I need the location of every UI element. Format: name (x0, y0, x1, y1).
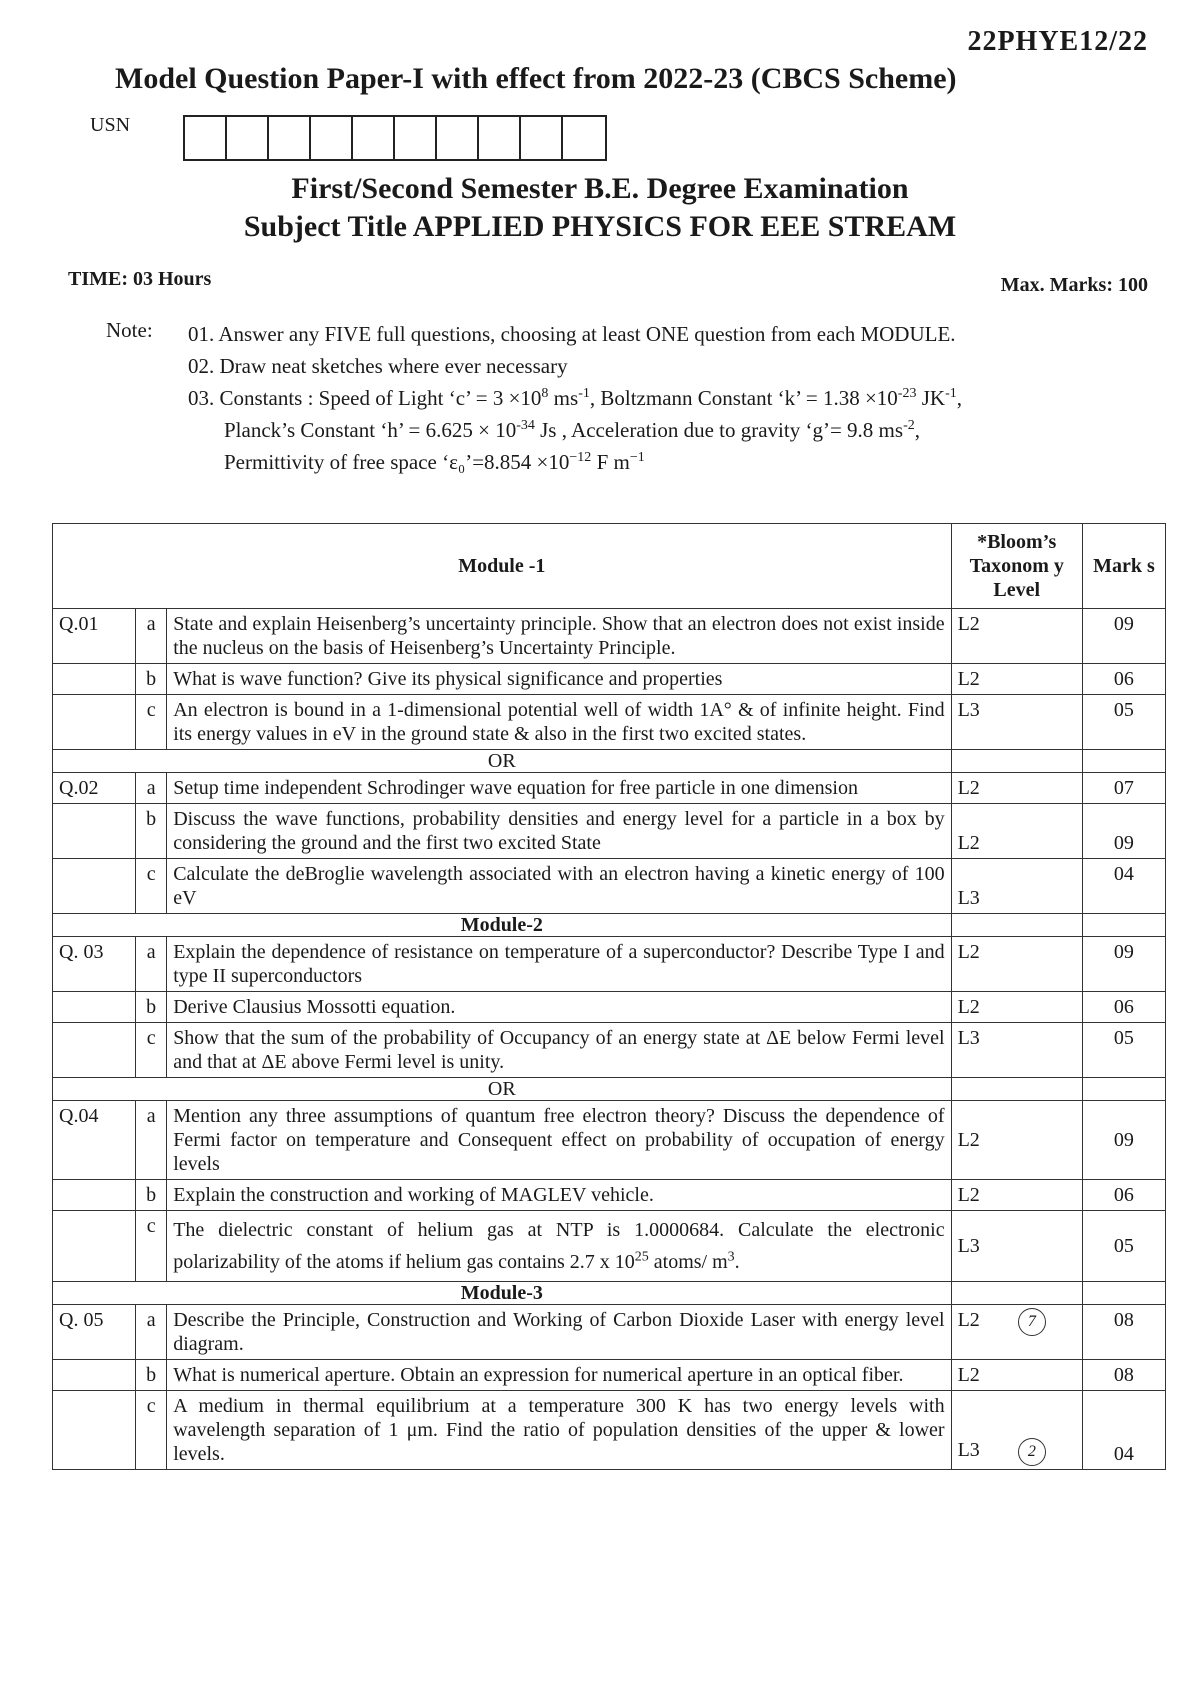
exponent: -1 (578, 386, 590, 401)
note-3 (188, 382, 962, 414)
question-marks: 09 (1082, 1101, 1165, 1180)
note-3-line-3 (188, 446, 962, 478)
or-separator (53, 1078, 1166, 1101)
handwritten-mark-note: 2 (1018, 1438, 1046, 1466)
usn-box (395, 117, 437, 159)
usn-box (563, 117, 605, 159)
empty-cell (1082, 1078, 1165, 1101)
question-number (53, 695, 136, 750)
question-marks: 08 (1082, 1360, 1165, 1391)
question-text: A medium in thermal equilibrium at a temperature 300 K has two energy levels with wavelength separation of 1 μm. Find the ratio of population densities of the upper & lower levels. (167, 1391, 951, 1470)
note-3-text: F m (591, 450, 630, 474)
table-row (53, 1305, 1166, 1360)
blooms-level: L2 (951, 804, 1082, 859)
blooms-level-cell (951, 1305, 1082, 1360)
question-part: a (136, 937, 167, 992)
module-1-heading: Module -1 (53, 524, 952, 609)
module-3-heading: Module-3 (53, 1282, 952, 1305)
model-paper-title: Model Question Paper-I with effect from 2022-23 (CBCS Scheme) (115, 62, 957, 95)
note-3-text: , (914, 418, 920, 442)
blooms-level: L3 (951, 859, 1082, 914)
question-marks: 04 (1082, 859, 1165, 914)
blooms-level-header: *Bloom’s Taxonom y Level (951, 524, 1082, 609)
question-text: Show that the sum of the probability of Occupancy of an energy state at ΔE below Fermi level and that at ΔE above Fermi level is unity. (167, 1023, 951, 1078)
question-part: b (136, 664, 167, 695)
max-marks: Max. Marks: 100 (1000, 274, 1148, 296)
question-part: a (136, 609, 167, 664)
module-2-heading: Module-2 (53, 914, 952, 937)
question-part: c (136, 695, 167, 750)
question-text: Explain the dependence of resistance on temperature of a superconductor? Describe Type I and type II superconductors (167, 937, 951, 992)
table-row (53, 664, 1166, 695)
blooms-level: L3 (957, 1439, 980, 1461)
question-table (52, 523, 1166, 1470)
note-3-text: Permittivity of free space ‘ε₀’=8.854 ×10 (224, 450, 570, 474)
question-number (53, 859, 136, 914)
empty-cell (1082, 1282, 1165, 1305)
exponent: -23 (897, 386, 917, 401)
question-text: Setup time independent Schrodinger wave equation for free particle in one dimension (167, 773, 951, 804)
table-row (53, 992, 1166, 1023)
exponent: −1 (629, 450, 645, 465)
empty-cell (951, 750, 1082, 773)
empty-cell (951, 1078, 1082, 1101)
question-part: b (136, 1180, 167, 1211)
question-number: Q. 05 (53, 1305, 136, 1360)
usn-box (479, 117, 521, 159)
exponent: -2 (903, 418, 915, 433)
question-number: Q.02 (53, 773, 136, 804)
paper-code: 22PHYE12/22 (967, 26, 1148, 57)
question-number (53, 664, 136, 695)
note-label: Note: (106, 318, 153, 342)
note-3-text: ms (548, 386, 579, 410)
question-number (53, 1180, 136, 1211)
usn-box (185, 117, 227, 159)
note-3-text: , Boltzmann Constant ‘k’ = 1.38 ×10 (589, 386, 898, 410)
handwritten-mark-note: 7 (1018, 1308, 1046, 1336)
question-marks: 05 (1082, 1211, 1165, 1282)
blooms-level: L3 (951, 1211, 1082, 1282)
question-number (53, 1211, 136, 1282)
table-row (53, 1180, 1166, 1211)
question-number: Q.01 (53, 609, 136, 664)
question-text-segment: The dielectric constant of helium gas at NTP is 1.0000684. Calculate the electronic polarizability of the atoms if helium gas contains 2.7 x 10 (173, 1219, 945, 1273)
blooms-level: L2 (951, 1180, 1082, 1211)
question-text-segment: atoms/ m (648, 1251, 728, 1273)
blooms-level: L2 (951, 1360, 1082, 1391)
question-marks: 06 (1082, 992, 1165, 1023)
note-3-text: Js , Acceleration due to gravity ‘g’= 9.8 ms (534, 418, 904, 442)
usn-box (227, 117, 269, 159)
question-marks: 06 (1082, 664, 1165, 695)
usn-box (437, 117, 479, 159)
blooms-level: L2 (951, 773, 1082, 804)
exam-time: TIME: 03 Hours (68, 268, 212, 290)
exponent: −12 (569, 450, 592, 465)
question-text-segment: . (734, 1251, 740, 1273)
note-3-text: , (956, 386, 962, 410)
question-text: Derive Clausius Mossotti equation. (167, 992, 951, 1023)
or-separator (53, 750, 1166, 773)
empty-cell (951, 914, 1082, 937)
usn-box (521, 117, 563, 159)
module-separator (53, 1282, 1166, 1305)
question-marks: 08 (1082, 1305, 1165, 1360)
table-row (53, 609, 1166, 664)
note-2: 02. Draw neat sketches where ever necessary (188, 354, 568, 378)
exponent: -34 (516, 418, 535, 433)
table-row (53, 937, 1166, 992)
table-row (53, 695, 1166, 750)
question-part: a (136, 1305, 167, 1360)
note-1: 01. Answer any FIVE full questions, choosing at least ONE question from each MODULE. (188, 322, 956, 346)
blooms-level: L2 (951, 664, 1082, 695)
exam-heading (0, 170, 1200, 246)
question-text: Mention any three assumptions of quantum free electron theory? Discuss the dependence of Fermi factor on temperature and Consequent effect on probability of occupation of energy levels (167, 1101, 951, 1180)
question-marks: 05 (1082, 695, 1165, 750)
question-number: Q.04 (53, 1101, 136, 1180)
question-marks: 09 (1082, 937, 1165, 992)
blooms-level: L2 (951, 1101, 1082, 1180)
blooms-level: L2 (951, 992, 1082, 1023)
table-row (53, 1211, 1166, 1282)
blooms-level: L3 (951, 695, 1082, 750)
exponent: -1 (945, 386, 957, 401)
question-part: b (136, 992, 167, 1023)
usn-box (269, 117, 311, 159)
note-3-text: Planck’s Constant ‘h’ = 6.625 × 10 (224, 418, 517, 442)
module-separator (53, 914, 1166, 937)
blooms-level-cell (951, 1391, 1082, 1470)
usn-label: USN (90, 114, 131, 136)
table-row (53, 1023, 1166, 1078)
question-text: Explain the construction and working of MAGLEV vehicle. (167, 1180, 951, 1211)
question-marks: 06 (1082, 1180, 1165, 1211)
question-text: Describe the Principle, Construction and Working of Carbon Dioxide Laser with energy level diagram. (167, 1305, 951, 1360)
question-number (53, 804, 136, 859)
table-row (53, 1360, 1166, 1391)
note-3-text: JK (916, 386, 946, 410)
marks-header: Mark s (1082, 524, 1165, 609)
table-header-row (53, 524, 1166, 609)
question-text: Discuss the wave functions, probability densities and energy level for a particle in a box by considering the ground and the first two excited State (167, 804, 951, 859)
table-row (53, 804, 1166, 859)
question-text: What is numerical aperture. Obtain an expression for numerical aperture in an optical fiber. (167, 1360, 951, 1391)
note-3-text: 03. Constants : Speed of Light ‘c’ = 3 ×10 (188, 386, 542, 410)
question-text: An electron is bound in a 1-dimensional potential well of width 1A° & of infinite height. Find its energy values in eV in the ground state & also in the first two excited states. (167, 695, 951, 750)
question-marks: 05 (1082, 1023, 1165, 1078)
question-marks: 09 (1082, 804, 1165, 859)
question-number (53, 1391, 136, 1470)
question-part: b (136, 804, 167, 859)
table-row (53, 859, 1166, 914)
question-marks: 04 (1082, 1391, 1165, 1470)
exponent: 8 (541, 386, 549, 401)
question-text: What is wave function? Give its physical significance and properties (167, 664, 951, 695)
question-part: a (136, 773, 167, 804)
or-label: OR (53, 750, 952, 773)
blooms-level: L3 (951, 1023, 1082, 1078)
question-part: c (136, 1211, 167, 1282)
note-3-line-2 (188, 414, 962, 446)
blooms-level: L2 (957, 1309, 980, 1331)
empty-cell (951, 1282, 1082, 1305)
empty-cell (1082, 750, 1165, 773)
usn-box (353, 117, 395, 159)
table-row (53, 1391, 1166, 1470)
question-text: State and explain Heisenberg’s uncertainty principle. Show that an electron does not exist inside the nucleus on the basis of Heisenberg’s Uncertainty Principle. (167, 609, 951, 664)
notes (188, 318, 962, 478)
table-row (53, 1101, 1166, 1180)
question-part: c (136, 1391, 167, 1470)
blooms-level: L2 (951, 609, 1082, 664)
question-part: b (136, 1360, 167, 1391)
question-part: c (136, 1023, 167, 1078)
question-part: c (136, 859, 167, 914)
question-part: a (136, 1101, 167, 1180)
question-number (53, 992, 136, 1023)
question-marks: 07 (1082, 773, 1165, 804)
blooms-level: L2 (951, 937, 1082, 992)
question-marks: 09 (1082, 609, 1165, 664)
subject-line: Subject Title APPLIED PHYSICS FOR EEE STREAM (243, 210, 957, 243)
or-label: OR (53, 1078, 952, 1101)
empty-cell (1082, 914, 1165, 937)
question-number (53, 1023, 136, 1078)
exponent: 25 (634, 1249, 649, 1265)
exponent: 3 (727, 1249, 735, 1265)
question-text: Calculate the deBroglie wavelength associated with an electron having a kinetic energy of 100 eV (167, 859, 951, 914)
usn-boxes (183, 115, 607, 161)
question-number: Q. 03 (53, 937, 136, 992)
usn-box (311, 117, 353, 159)
exam-line: First/Second Semester B.E. Degree Examination (291, 172, 909, 205)
question-number (53, 1360, 136, 1391)
table-row (53, 773, 1166, 804)
question-text (167, 1211, 951, 1282)
